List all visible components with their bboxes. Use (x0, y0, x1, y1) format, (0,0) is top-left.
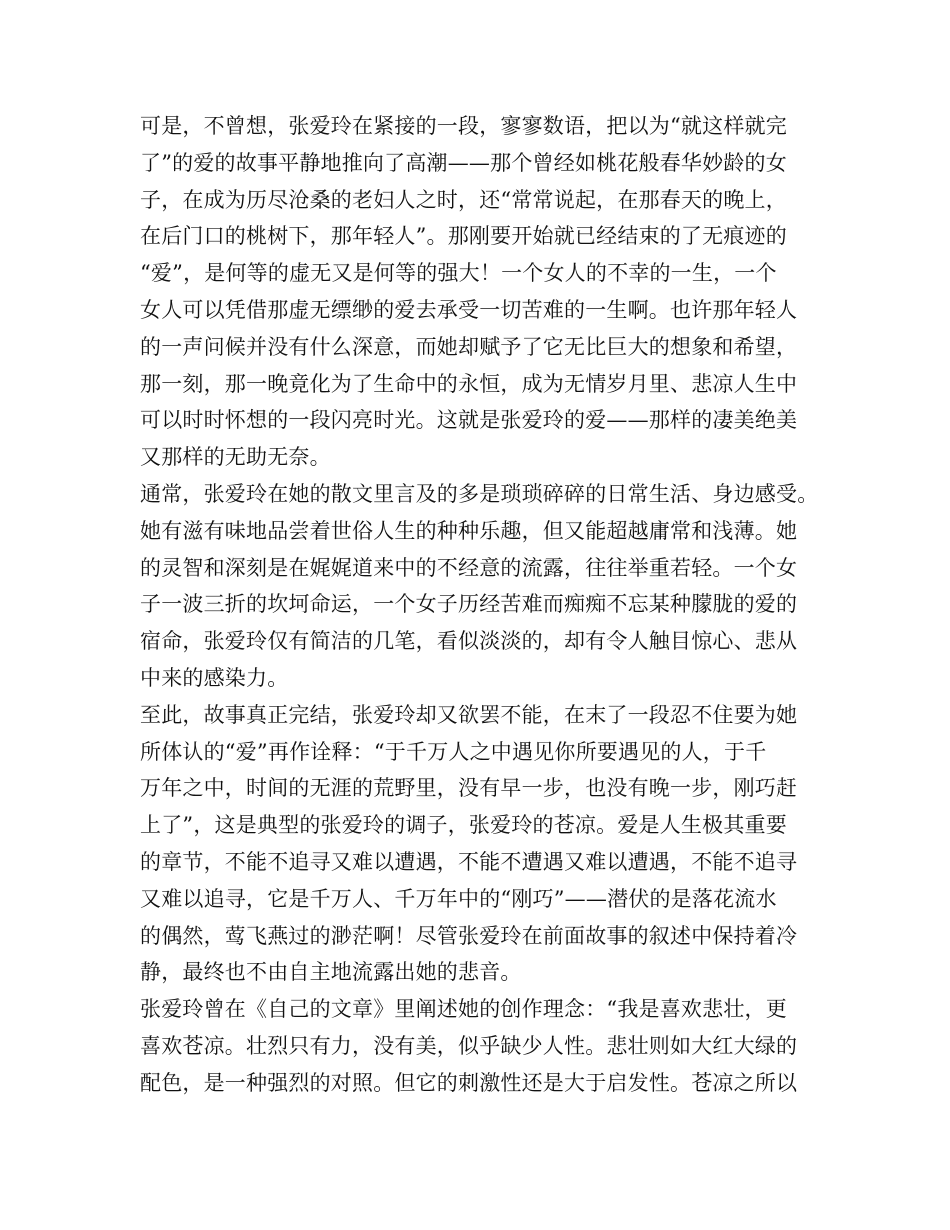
paragraph (140, 108, 830, 476)
text-line: 配色，是一种强烈的对照。但它的刺激性还是大于启发性。苍凉之所以 (140, 1070, 798, 1095)
text-line: 在后门口的桃树下，那年轻人”。那刚要开始就已经结束的了无痕迹的 (140, 224, 787, 249)
text-line: “爱”，是何等的虚无又是何等的强大！一个女人的不幸的一生，一个 (140, 261, 777, 286)
text-line: 她有滋有味地品尝着世俗人生的种种乐趣，但又能超越庸常和浅薄。她 (140, 518, 798, 543)
text-line: 的一声问候并没有什么深意，而她却赋予了它无比巨大的想象和希望， (140, 334, 798, 359)
text-line: 女人可以凭借那虚无缥缈的爱去承受一切苦难的一生啊。也许那年轻人 (140, 297, 798, 322)
text-line: 所体认的“爱”再作诠释：“于千万人之中遇见你所要遇见的人，于千 (140, 739, 767, 764)
text-line: 又那样的无助无奈。 (140, 445, 331, 470)
text-line: 的灵智和深刻是在娓娓道来中的不经意的流露，往往举重若轻。一个女 (140, 555, 798, 580)
text-line: 中来的感染力。 (140, 665, 289, 690)
text-line: 宿命，张爱玲仅有简洁的几笔，看似淡淡的，却有令人触目惊心、悲从 (140, 629, 798, 654)
document-body (140, 108, 830, 1102)
text-line: 那一刻，那一晚竟化为了生命中的永恒，成为无情岁月里、悲凉人生中 (140, 371, 798, 396)
text-line: 了”的爱的故事平静地推向了高潮——那个曾经如桃花般春华妙龄的女 (140, 150, 787, 175)
text-line: 张爱玲曾在《自己的文章》里阐述她的创作理念：“我是喜欢悲壮，更 (140, 997, 787, 1022)
text-line: 又难以追寻，它是千万人、千万年中的“刚巧”——潜伏的是落花流水 (140, 886, 777, 911)
text-line: 可以时时怀想的一段闪亮时光。这就是张爱玲的爱——那样的凄美绝美 (140, 408, 798, 433)
text-line: 静，最终也不由自主地流露出她的悲音。 (140, 960, 522, 985)
text-line: 的偶然，莺飞燕过的渺茫啊！尽管张爱玲在前面故事的叙述中保持着冷 (140, 923, 798, 948)
paragraph (140, 697, 830, 991)
paragraph (140, 991, 830, 1101)
paragraph (140, 476, 830, 697)
text-line: 至此，故事真正完结，张爱玲却又欲罢不能，在末了一段忍不住要为她 (140, 702, 798, 727)
text-line: 万年之中，时间的无涯的荒野里，没有早一步，也没有晚一步，刚巧赶 (140, 776, 798, 801)
text-line: 上了”，这是典型的张爱玲的调子，张爱玲的苍凉。爱是人生极其重要 (140, 813, 787, 838)
text-line: 的章节，不能不追寻又难以遭遇，不能不遭遇又难以遭遇，不能不追寻 (140, 849, 798, 874)
text-line: 子，在成为历尽沧桑的老妇人之时，还“常常说起，在那春天的晚上， (140, 187, 787, 212)
text-line: 可是，不曾想，张爱玲在紧接的一段，寥寥数语，把以为“就这样就完 (140, 114, 787, 138)
text-line: 子一波三折的坎坷命运，一个女子历经苦难而痴痴不忘某种朦胧的爱的 (140, 592, 798, 617)
text-line: 喜欢苍凉。壮烈只有力，没有美，似乎缺少人性。悲壮则如大红大绿的 (140, 1033, 798, 1058)
text-line: 通常，张爱玲在她的散文里言及的多是琐琐碎碎的日常生活、身边感受。 (140, 481, 819, 506)
